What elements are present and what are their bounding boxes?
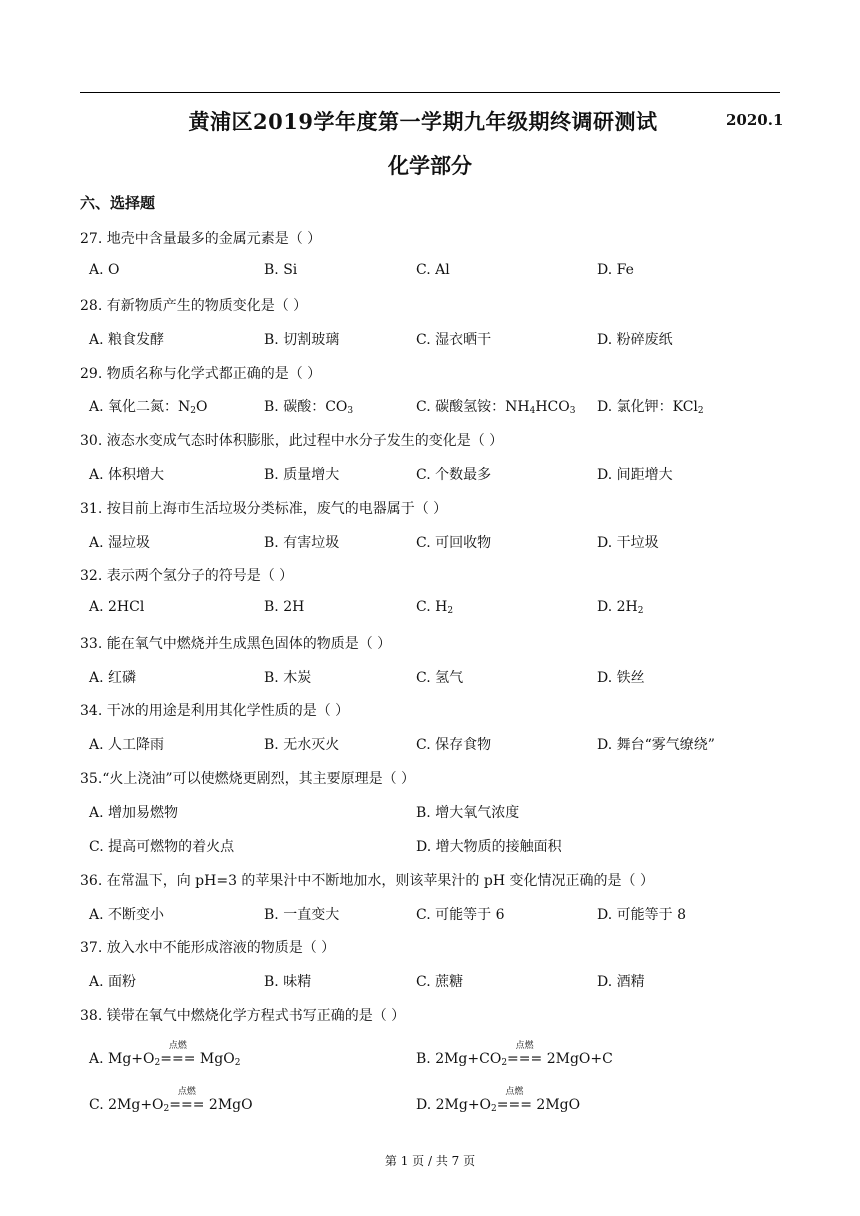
equation-option: A. $Mg+O_2$ 点燃 === MgO$_2$ xyxy=(89,1041,241,1068)
answer-option: B. Si xyxy=(264,262,298,278)
answer-option: D. 氯化钾：KCl$_2$ xyxy=(597,399,704,416)
answer-option: D. 酒精 xyxy=(597,974,645,990)
header-rule xyxy=(80,92,780,93)
page-subtitle: 化学部分 xyxy=(388,153,472,178)
answer-option: D. 干垃圾 xyxy=(597,535,659,551)
answer-option: A. 红磷 xyxy=(89,670,137,686)
answer-option: C. $H_2$ xyxy=(416,599,454,616)
answer-option: A. 湿垃圾 xyxy=(89,535,151,551)
answer-option: C. 个数最多 xyxy=(416,467,492,483)
section-heading: 六、选择题 xyxy=(80,194,156,212)
answer-option: A. O xyxy=(89,262,120,278)
answer-option: A. 人工降雨 xyxy=(89,737,165,753)
answer-option: D. $2H_2$ xyxy=(597,599,644,616)
answer-option: D. Fe xyxy=(597,262,634,278)
question-stem: 27. 地壳中含量最多的金属元素是（ ） xyxy=(80,231,322,247)
answer-option: C. 可能等于 6 xyxy=(416,907,505,923)
answer-option: B. 一直变大 xyxy=(264,907,340,923)
answer-option: B. 碳酸：$CO_3$ xyxy=(264,399,354,416)
answer-option: A. 体积增大 xyxy=(89,467,165,483)
equation-option: B. $2Mg+CO_2$ 点燃 === 2MgO+C xyxy=(416,1041,613,1068)
answer-option: D. 增大物质的接触面积 xyxy=(416,839,562,855)
answer-option: A. 粮食发酵 xyxy=(89,332,165,348)
answer-option: C. Al xyxy=(416,262,450,278)
exam-date: 2020.1 xyxy=(726,111,784,129)
answer-option: D. 粉碎废纸 xyxy=(597,332,673,348)
answer-option: C. 可回收物 xyxy=(416,535,492,551)
equation-option: D. $2Mg+O_2$ 点燃 === 2MgO xyxy=(416,1087,581,1114)
question-stem: 37. 放入水中不能形成溶液的物质是（ ） xyxy=(80,940,336,956)
question-stem: 33. 能在氧气中燃烧并生成黑色固体的物质是（ ） xyxy=(80,636,392,652)
answer-option: A. 不断变小 xyxy=(89,907,165,923)
answer-option: A. 增加易燃物 xyxy=(89,805,179,821)
answer-option: D. 铁丝 xyxy=(597,670,645,686)
question-stem: 35.“火上浇油”可以使燃烧更剧烈，其主要原理是（ ） xyxy=(80,771,416,787)
exam-title: 黄浦区2019学年度第一学期九年级期终调研测试 xyxy=(188,109,658,134)
question-stem: 31. 按目前上海市生活垃圾分类标准，废气的电器属于（ ） xyxy=(80,501,448,517)
answer-option: A. 面粉 xyxy=(89,974,137,990)
answer-option: D. 间距增大 xyxy=(597,467,673,483)
question-stem: 38. 镁带在氧气中燃烧化学方程式书写正确的是（ ） xyxy=(80,1008,406,1024)
answer-option: B. 味精 xyxy=(264,974,312,990)
question-stem: 32. 表示两个氢分子的符号是（ ） xyxy=(80,568,294,584)
page-footer: 第 1 页 / 共 7 页 xyxy=(384,1154,476,1168)
answer-option: B. 有害垃圾 xyxy=(264,535,340,551)
question-stem: 30. 液态水变成气态时体积膨胀，此过程中水分子发生的变化是（ ） xyxy=(80,433,504,449)
answer-option: B. 质量增大 xyxy=(264,467,340,483)
answer-option: C. 蔗糖 xyxy=(416,974,464,990)
answer-option: D. 舞台“雾气缭绕” xyxy=(597,737,715,753)
answer-option: B. 增大氧气浓度 xyxy=(416,805,520,821)
answer-option: C. 保存食物 xyxy=(416,737,492,753)
answer-option: C. 碳酸氢铵：$NH_4HCO_3$ xyxy=(416,399,576,416)
answer-option: D. 可能等于 8 xyxy=(597,907,686,923)
equation-option: C. $2Mg+O_2$ 点燃 === 2MgO xyxy=(89,1087,253,1114)
answer-option: B. 木炭 xyxy=(264,670,312,686)
answer-option: A. 2HCl xyxy=(89,599,145,615)
question-stem: 34. 干冰的用途是利用其化学性质的是（ ） xyxy=(80,703,350,719)
answer-option: B. 2H xyxy=(264,599,305,615)
answer-option: C. 提高可燃物的着火点 xyxy=(89,839,235,855)
question-stem: 29. 物质名称与化学式都正确的是（ ） xyxy=(80,366,322,382)
answer-option: B. 切割玻璃 xyxy=(264,332,340,348)
answer-option: C. 氢气 xyxy=(416,670,464,686)
answer-option: A. 氧化二氮：$N_2O$ xyxy=(89,399,208,416)
answer-option: B. 无水灭火 xyxy=(264,737,340,753)
question-stem: 36. 在常温下，向 pH=3 的苹果汁中不断地加水，则该苹果汁的 pH 变化情况正确的是（ ） xyxy=(80,873,654,889)
answer-option: C. 湿衣晒干 xyxy=(416,332,492,348)
question-stem: 28. 有新物质产生的物质变化是（ ） xyxy=(80,298,308,314)
